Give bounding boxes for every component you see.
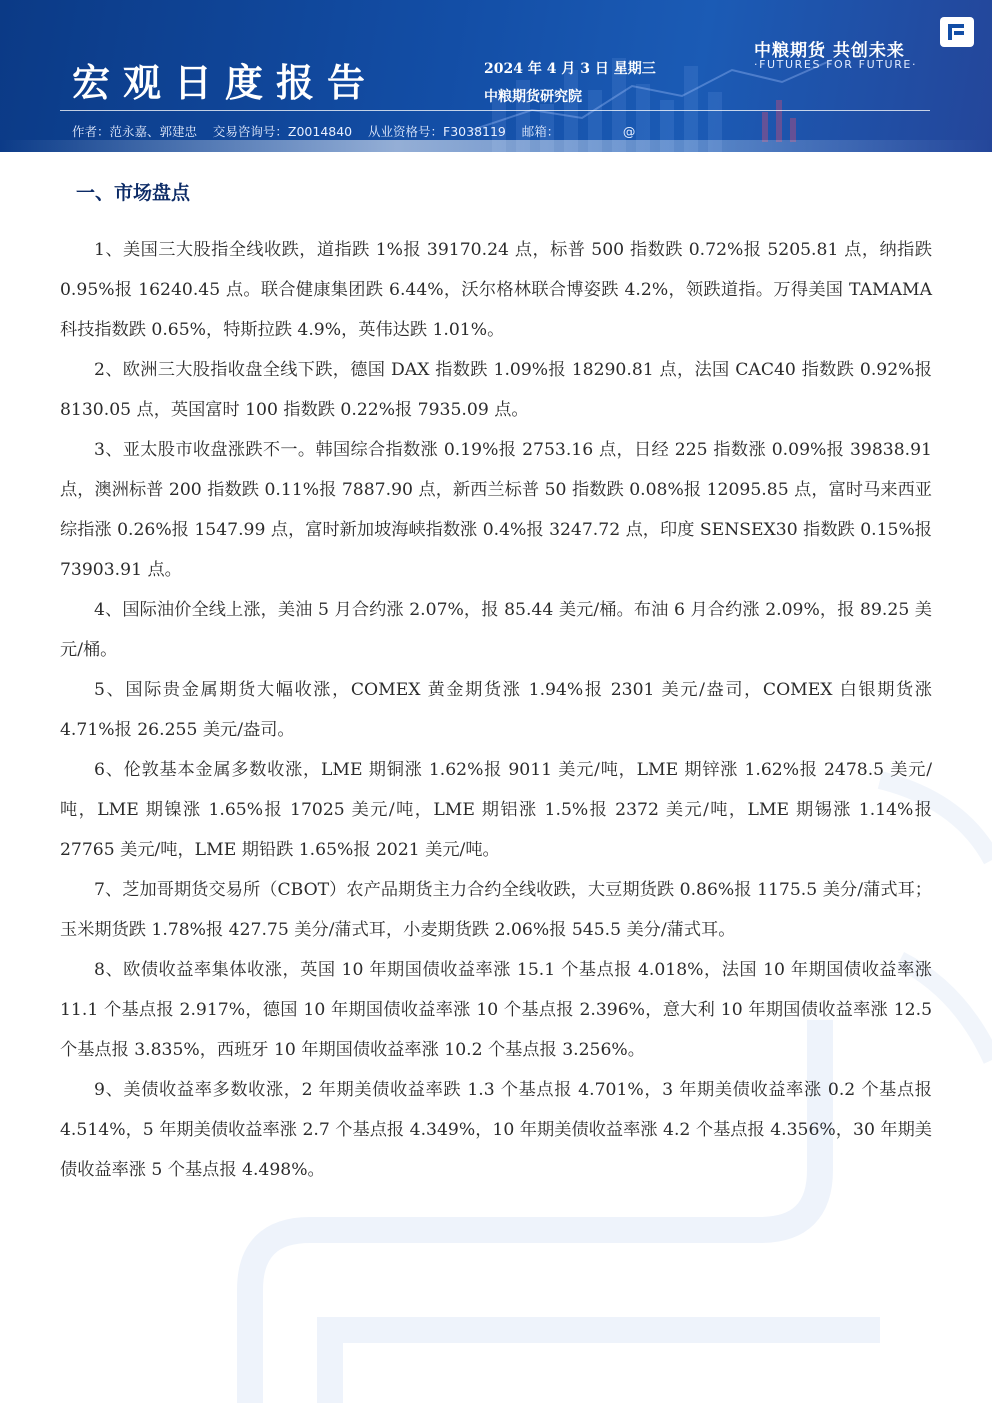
paragraph-cbot: 7、芝加哥期货交易所（CBOT）农产品期货主力合约全线收跌，大豆期货跌 0.86%报 1175.5 美分/蒲式耳；玉米期货跌 1.78%报 427.75 美分/蒲式耳，小麦期货跌 2.06%报 545.5 美分/蒲式耳。 [60, 880, 932, 940]
paragraph-eu-bonds: 8、欧债收益率集体收涨，英国 10 年期国债收益率涨 15.1 个基点报 4.018%，法国 10 年期国债收益率涨 11.1 个基点报 2.917%，德国 10 年期国债收益率涨 10 个基点报 2.396%，意大利 10 年期国债收益率涨 12.5 个基点报 3.835%，西班牙 10 年期国债收益率涨 10.2 个基点报 3.256%。 [60, 960, 932, 1060]
paragraph-us-stocks: 1、美国三大股指全线收跌，道指跌 1%报 39170.24 点，标普 500 指数跌 0.72%报 5205.81 点，纳指跌 0.95%报 16240.45 点。联合健康集团跌 6.44%，沃尔格林联合博姿跌 4.2%，领跌道指。万得美国 TAMAMA 科技指数跌 0.65%，特斯拉跌 4.9%，英伟达跌 1.01%。 [60, 240, 932, 340]
paragraph-precious-metals: 5、国际贵金属期货大幅收涨，COMEX 黄金期货涨 1.94%报 2301 美元/盎司，COMEX 白银期货涨 4.71%报 26.255 美元/盎司。 [60, 680, 932, 740]
report-title: 宏观日度报告 [72, 60, 379, 105]
header-divider [60, 110, 930, 111]
report-date: 2024 年 4 月 3 日 星期三 [484, 61, 656, 77]
paragraph-base-metals: 6、伦敦基本金属多数收涨，LME 期铜涨 1.62%报 9011 美元/吨，LME 期锌涨 1.62%报 2478.5 美元/吨，LME 期镍涨 1.65%报 17025 美元/吨，LME 期铝涨 1.5%报 2372 美元/吨，LME 期锡涨 1.14%报 27765 美元/吨，LME 期铅跌 1.65%报 2021 美元/吨。 [60, 760, 932, 860]
brand-slogan: 中粮期货 共创未来 [754, 41, 905, 61]
paragraph-apac-stocks: 3、亚太股市收盘涨跌不一。韩国综合指数涨 0.19%报 2753.16 点，日经 225 指数涨 0.09%报 39838.91 点，澳洲标普 200 指数跌 0.11%报 7887.90 点，新西兰标普 50 指数跌 0.08%报 12095.85 点，富时马来西亚综指涨 0.26%报 1547.99 点，富时新加坡海峡指数涨 0.4%报 3247.72 点，印度 SENSEX30 指数跌 0.15%报 73903.91 点。 [60, 440, 932, 580]
report-header [0, 0, 992, 152]
paragraph-eu-stocks: 2、欧洲三大股指收盘全线下跌，德国 DAX 指数跌 1.09%报 18290.81 点，法国 CAC40 指数跌 0.92%报 8130.05 点，英国富时 100 指数跌 0.22%报 7935.09 点。 [60, 360, 932, 420]
cofco-logo-icon [938, 17, 974, 47]
report-body [60, 178, 932, 1190]
author-info: 作者：范永嘉、郭建忠 交易咨询号：Z0014840 从业资格号：F3038119 邮箱： @ [72, 124, 636, 139]
report-organization: 中粮期货研究院 [484, 89, 582, 105]
paragraph-oil: 4、国际油价全线上涨，美油 5 月合约涨 2.07%，报 85.44 美元/桶。布油 6 月合约涨 2.09%，报 89.25 美元/桶。 [60, 600, 932, 660]
paragraph-us-treasuries: 9、美债收益率多数收涨，2 年期美债收益率跌 1.3 个基点报 4.701%，3 年期美债收益率涨 0.2 个基点报 4.514%，5 年期美债收益率涨 2.7 个基点报 4.349%，10 年期美债收益率涨 4.2 个基点报 4.356%，30 年期美债收益率涨 5 个基点报 4.498%。 [60, 1080, 932, 1180]
header-fade [0, 140, 992, 152]
brand-slogan-en: ·FUTURES FOR FUTURE· [754, 58, 918, 71]
section-title: 一、市场盘点 [76, 182, 191, 204]
